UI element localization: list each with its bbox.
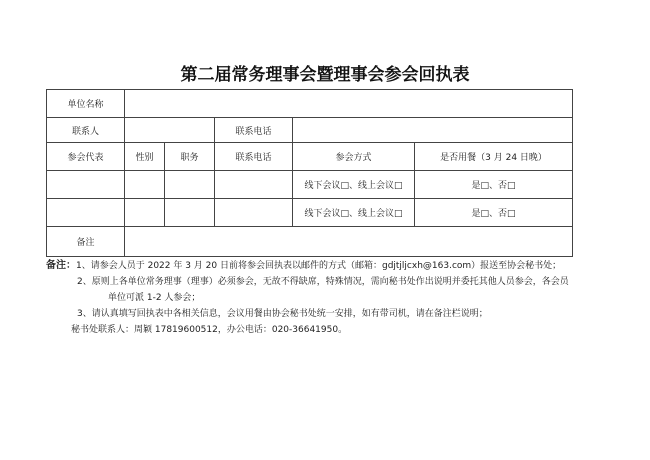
remark-field[interactable] [125,227,573,257]
header-position: 职务 [165,143,215,171]
table-row [47,118,573,143]
note-item-2: 2、原则上各单位常务理事（理事）必须参会，无故不得缺席，特殊情况，需向秘书处作出说明并委托其他人员参会，各会员 [77,277,569,287]
attendance-mode-options[interactable]: 线下会议□、线上会议□ [293,171,415,199]
header-meal: 是否用餐（3 月 24 日晚） [415,143,573,171]
contact-person-label: 联系人 [47,118,125,143]
table-row [47,227,573,257]
position-field[interactable] [165,171,215,199]
gender-field[interactable] [125,199,165,227]
header-gender: 性别 [125,143,165,171]
meal-options[interactable]: 是□、否□ [415,199,573,227]
header-representative: 参会代表 [47,143,125,171]
contact-person-field[interactable] [125,118,215,143]
table-row [47,171,573,199]
phone-field[interactable] [215,199,293,227]
contact-phone-field[interactable] [293,118,573,143]
note-item-3: 3、请认真填写回执表中各相关信息，会议用餐由协会秘书处统一安排，如有带司机，请在备注栏说明； [77,309,488,319]
gender-field[interactable] [125,171,165,199]
secretariat-contact: 秘书处联系人：周颖 17819600512，办公电话：020-36641950。 [71,325,348,335]
table-row [47,199,573,227]
meal-options[interactable]: 是□、否□ [415,171,573,199]
note-item-2-cont: 单位可派 1-2 人参会； [108,293,201,303]
contact-phone-label: 联系电话 [215,118,293,143]
header-attendance-mode: 参会方式 [293,143,415,171]
remark-label: 备注 [47,227,125,257]
position-field[interactable] [165,199,215,227]
attendance-mode-options[interactable]: 线下会议□、线上会议□ [293,199,415,227]
note-item-1 [46,260,586,272]
notes-section [46,260,586,341]
representative-field[interactable] [47,199,125,227]
table-header-row [47,143,573,171]
reply-form-table [46,89,573,257]
unit-name-label: 单位名称 [47,90,125,118]
representative-field[interactable] [47,171,125,199]
phone-field[interactable] [215,171,293,199]
unit-name-field[interactable] [125,90,573,118]
notes-lead: 备注： [46,260,76,271]
note-text: 1、请参会人员于 2022 年 3 月 20 日前将参会回执表以邮件的方式（邮箱：gdjtjljcxh@163.com）报送至协会秘书处； [76,261,562,271]
table-row [47,90,573,118]
header-phone: 联系电话 [215,143,293,171]
page-title: 第二届常务理事会暨理事会参会回执表 [180,65,470,85]
